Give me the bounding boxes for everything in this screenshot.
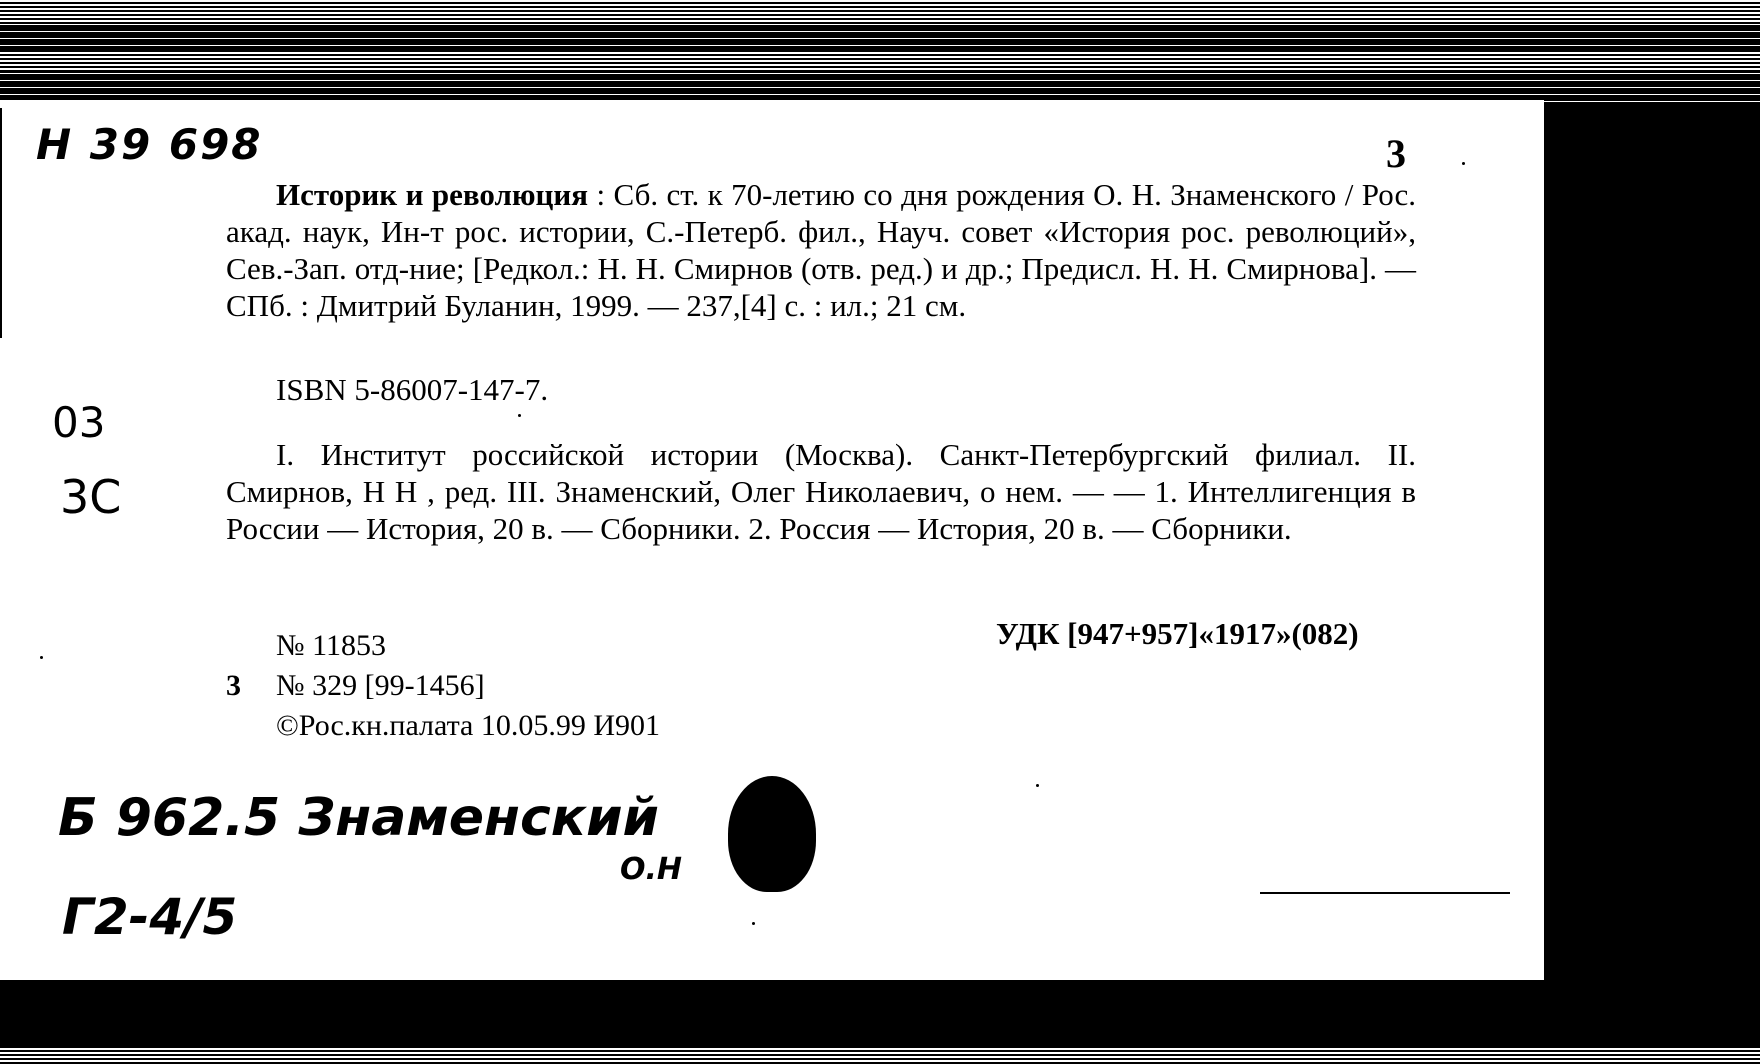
speck	[40, 656, 43, 659]
record-number-1: № 11853	[276, 629, 387, 662]
speck	[1036, 784, 1039, 787]
record-numbers	[226, 626, 660, 746]
record-line-2	[226, 666, 660, 706]
handwritten-mark-03: 03	[52, 398, 106, 447]
page-number: 3	[1386, 131, 1406, 176]
speck	[518, 414, 521, 417]
speck	[752, 922, 755, 925]
card-edge-mark	[0, 108, 12, 338]
film-strip-bottom	[0, 1048, 1760, 1064]
headings-text: I. Институт российской истории (Москва). Санкт-Петербургский филиал. II. Смирнов, Н Н , ред. III. Знаменский, Олег Николаевич, о нем. — — 1. Интеллигенция в России — История, 20 в. — Сборники. 2. Россия — История, 20 в. — Сборники.	[226, 437, 1416, 546]
ink-blot	[728, 776, 816, 892]
handwritten-shelf-code-2: Г2-4/5	[62, 888, 238, 946]
book-chamber-stamp: ©Рос.кн.палата 10.05.99 И901	[276, 709, 661, 742]
underline-rule	[1260, 892, 1510, 894]
handwritten-inventory-number: Н 39 698	[36, 120, 263, 169]
handwritten-mark-3c: 3С	[60, 470, 122, 524]
subject-headings	[226, 436, 1416, 547]
record-line-3	[226, 706, 660, 746]
handwritten-initials: О.Н	[620, 852, 683, 887]
record-label-3: 3	[226, 669, 241, 702]
handwritten-shelf-code: Б 962.5 Знаменский	[58, 788, 659, 848]
record-line-1	[226, 626, 660, 666]
entry-description: : Сб. ст. к 70-летию со дня рождения О. Н. Знаменского / Рос. акад. наук, Ин-т рос. истории, С.-Петерб. фил., Науч. совет «История рос. революций», Сев.-Зап. отд-ние; [Редкол.: Н. Н. Смирнов (отв. ред.) и др.; Предисл. Н. Н. Смирнова]. — СПб. : Дмитрий Буланин, 1999. — 237,[4] с. : ил.; 21 см.	[226, 177, 1417, 323]
bibliographic-entry	[226, 176, 1416, 324]
entry-title: Историк и революция	[276, 177, 589, 212]
isbn: ISBN 5-86007-147-7.	[276, 372, 549, 407]
film-strip-top	[0, 0, 1760, 108]
speck	[1462, 162, 1465, 165]
record-number-2: № 329 [99-1456]	[276, 669, 485, 702]
udk-code: УДК [947+957]«1917»(082)	[996, 616, 1359, 651]
